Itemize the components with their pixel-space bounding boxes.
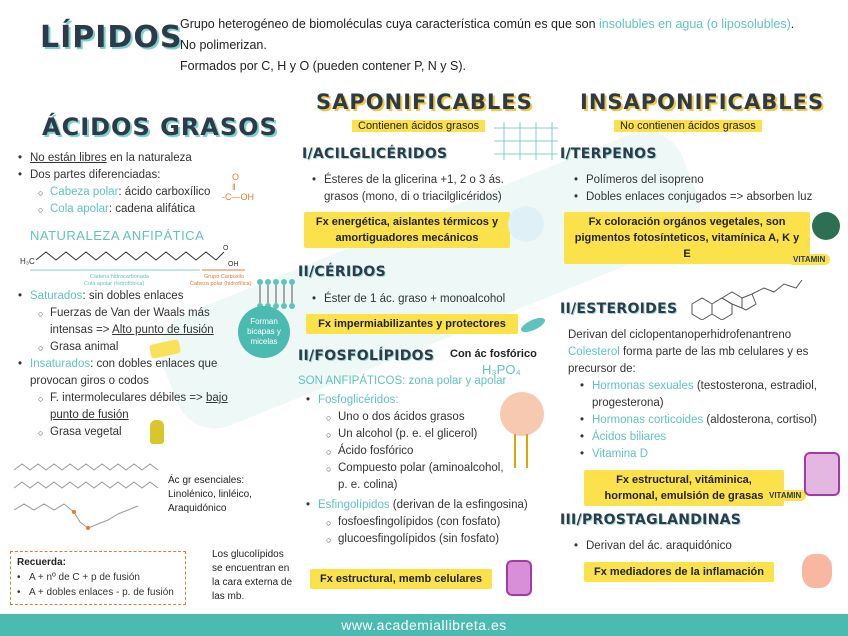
prostaglandinas-title: III/PROSTAGLANDINAS: [560, 512, 742, 528]
acidos-cabeza: ○ Cabeza polar: ácido carboxílico: [38, 184, 248, 201]
naturaleza-anfipatica: NATURALEZA ANFIPÁTICA: [30, 228, 205, 243]
recuerda-1: • A + nº de C + p de fusión: [17, 570, 179, 585]
fosfolipidos-title: II/FOSFOLÍPIDOS: [298, 348, 435, 364]
esfingolipidos: • Esfingolípidos (derivan de la esfingosina): [306, 497, 556, 514]
acidos-title: ÁCIDOS GRASOS: [42, 113, 278, 141]
molecule-label2: Cola apolar (hidrofóbica): [84, 281, 145, 287]
insaponificables-title: INSAPONIFICABLES: [580, 90, 825, 114]
inflammation-icon: [802, 554, 832, 588]
acidos-intro: [18, 150, 248, 218]
header-line1-b: insolubles en agua (o liposolubles): [599, 17, 791, 31]
acidos-types: [18, 288, 268, 441]
esfingo-e2: ○ glucoesfingolípidos (sin fosfato): [326, 531, 546, 548]
oil-bottle-icon: [150, 420, 164, 444]
membrane-icon: [804, 452, 840, 496]
prostaglandinas-b1: • Derivan del ác. araquidónico: [574, 538, 804, 555]
esteroides-colesterol: Colesterol forma parte de las mb celulares y es precursor de:: [568, 346, 809, 375]
esenciales-note: Ác gr esenciales: Linolénico, linléico, Araquidónico: [168, 475, 252, 514]
acil-bullet: • Ésteres de la glicerina +1, 2 o 3 ás. grasos (mono, di o triacilglicéridos): [312, 172, 522, 206]
molecule-label4: Cabeza polar (hidrofílica): [190, 281, 252, 287]
ceridos-title: II/CÉRIDOS: [298, 264, 386, 280]
terpenos-title: I/TERPENOS: [560, 146, 657, 162]
acil-title: I/ACILGLICÉRIDOS: [302, 146, 448, 162]
forman-bubble: Forman bicapas y micelas: [238, 306, 290, 358]
carboxyl-formula: O ‖ -C—OH: [222, 172, 254, 202]
recuerda-2: • A + dobles enlaces - p. de fusión: [17, 585, 179, 600]
feather-icon: [519, 315, 547, 335]
acidos-bullet-partes: • Dos partes diferenciadas:: [18, 167, 248, 184]
terpenos-b2: • Dobles enlaces conjugados => absorben luz: [574, 189, 844, 206]
terpenos-content: [574, 172, 844, 206]
ceridos-fx: Fx impermiabilizantes y protectores: [306, 314, 518, 334]
molecule-chain: [36, 252, 216, 260]
fatty-acid-sketch: [14, 462, 164, 532]
saturados-fuerzas: ○ Fuerzas de Van der Waals más intensas => Alto punto de fusión: [38, 305, 248, 339]
header-line2: No polimerizan.: [180, 38, 267, 52]
fosfolipidos-con: Con ác fosfórico: [450, 348, 537, 360]
steroid-molecule: [686, 268, 806, 320]
header-line1-c: .: [790, 17, 795, 31]
fatty-acid-molecule: [20, 242, 260, 288]
fosfo-g2: ○ Un alcohol (p. e. el glicerol): [326, 426, 506, 443]
saturados: • Saturados: sin dobles enlaces: [18, 288, 268, 305]
molecule-oh: OH: [228, 261, 239, 268]
footer: [0, 614, 848, 636]
page-title: LÍPIDOS: [40, 20, 183, 55]
fosfo-g3: ○ Ácido fosfórico: [326, 443, 506, 460]
fosfo-g1: ○ Uno o dos ácidos grasos: [326, 409, 506, 426]
esteroides-fx: Fx estructural, vitáminica, hormonal, emulsión de grasas: [584, 470, 784, 506]
vitamina-d: • Vitamina D: [580, 446, 838, 463]
polar-bear-icon: [508, 206, 544, 242]
glucolipidos-note: Los glucolípidos se encuentran en la cara externa de las mb.: [212, 549, 293, 602]
leaf-icon: [812, 212, 840, 240]
vitamin-badge-1: VITAMIN: [788, 254, 830, 265]
acidos-biliares: • Ácidos biliares: [580, 429, 838, 446]
hormonas-sexuales: • Hormonas sexuales (testosterona, estradiol, progesterona): [580, 378, 838, 412]
insaponificables-sub: No contienen ácidos grasos: [614, 120, 762, 132]
acidos-bullet-libres: • No están libres en la naturaleza: [18, 150, 248, 167]
saturados-grasa: ○ Grasa animal: [38, 339, 248, 356]
ceridos-bullet: • Éster de 1 ác. graso + monoalcohol: [312, 291, 542, 308]
header-definition: [180, 14, 830, 77]
molecule-h3c: H₃C: [20, 257, 35, 266]
fosfogliceridos: • Fosfoglicéridos:: [306, 392, 506, 409]
molecule-label1: Cadena hidrocarbonada: [90, 274, 150, 280]
membrane-protein-icon: [506, 560, 532, 596]
acil-fx: Fx energética, aislantes térmicos y amortiguadores mecánicos: [304, 212, 510, 248]
vitamin-badge-2: VITAMIN: [764, 490, 806, 501]
esteroides-title: II/ESTEROIDES: [560, 301, 678, 317]
recuerda-title: Recuerda:: [17, 557, 66, 568]
header-line3: Formados por C, H y O (pueden contener P, N y S).: [180, 59, 467, 73]
prostaglandinas-fx: Fx mediadores de la inflamación: [584, 562, 774, 582]
esfingo-e1: ○ fosfoesfingolípidos (con fosfato): [326, 514, 546, 531]
terpenos-b1: • Polímeros del isopreno: [574, 172, 844, 189]
fosfolipidos-content: [306, 392, 528, 548]
fosfolipidos-h3po4: H₃PO₄: [482, 362, 521, 377]
esteroides-l1: Derivan del ciclopentanoperhidrofenantreno: [568, 329, 792, 341]
header-line1-a: Grupo heterogéneo de biomoléculas cuya característica común es que son: [180, 17, 599, 31]
fosfolipidos-fx: Fx estructural, memb celulares: [310, 569, 492, 589]
insaturados: • Insaturados: con dobles enlaces que provocan giros o codos: [18, 356, 248, 390]
terpenos-fx: Fx coloración orgános vegetales, son pigmentos fotosínteticos, vitamínica A, K y E: [564, 212, 810, 264]
fosfolipidos-anfipaticos: SON ANFIPÁTICOS: zona polar y apolar: [298, 375, 507, 387]
acidos-cola: ○ Cola apolar: cadena alifática: [38, 201, 248, 218]
saponificables-sub: Contienen ácidos grasos: [352, 120, 485, 132]
molecule-o: O: [223, 245, 229, 252]
insaturados-fuerzas: ○ F. intermoleculares débiles => bajo punto de fusión: [38, 390, 258, 424]
esteroides-content: [568, 327, 838, 463]
triglyceride-molecule: [490, 118, 562, 164]
saponificables-title: SAPONIFICABLES: [316, 90, 533, 114]
acil-content: [312, 172, 522, 206]
recuerda-box: [10, 551, 186, 605]
phospholipid-molecule: [492, 384, 554, 474]
prostaglandinas-content: [574, 538, 804, 555]
ceridos-content: [312, 291, 542, 308]
hormonas-corticoides: • Hormonas corticoides (aldosterona, cortisol): [580, 412, 838, 429]
footer-url[interactable]: www.academiallibreta.es: [341, 617, 507, 633]
molecule-label3: Grupo Carboxilo: [204, 274, 245, 280]
insaturados-grasa: ○ Grasa vegetal: [38, 424, 258, 441]
fosfo-g4: ○ Compuesto polar (aminoalcohol, p. e. colina): [326, 460, 506, 494]
